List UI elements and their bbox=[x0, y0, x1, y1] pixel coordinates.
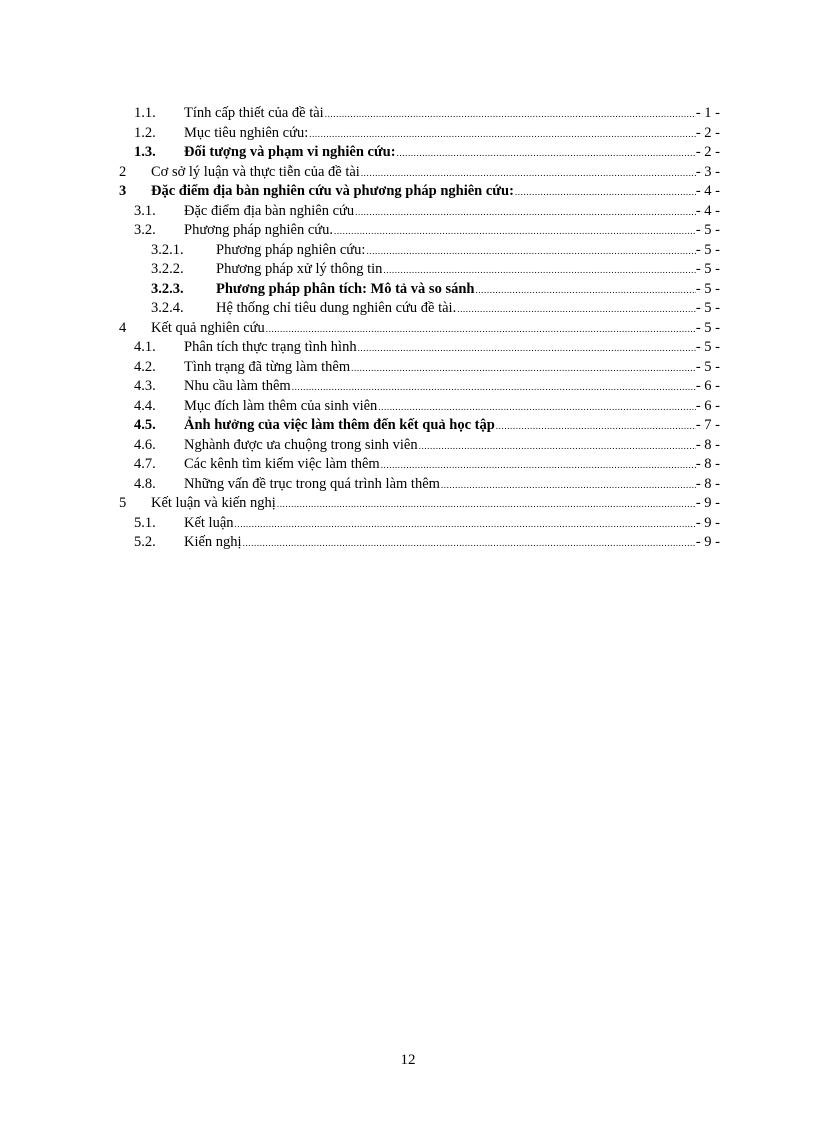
toc-entry-title: Ảnh hưởng của việc làm thêm đến kết quả học tập bbox=[184, 417, 495, 433]
toc-entry-title: Hệ thống chỉ tiêu dung nghiên cứu đề tài. bbox=[216, 300, 457, 316]
toc-entry[interactable] bbox=[118, 514, 720, 534]
toc-dot-leader bbox=[361, 164, 696, 184]
toc-entry-title: Các kênh tìm kiếm việc làm thêm bbox=[184, 456, 380, 472]
toc-entry-page: - 5 - bbox=[695, 319, 720, 336]
toc-dot-leader bbox=[277, 495, 696, 515]
toc-entry-page: - 2 - bbox=[695, 144, 720, 160]
toc-dot-leader bbox=[266, 320, 696, 340]
toc-dot-leader bbox=[397, 144, 696, 164]
toc-dot-leader bbox=[355, 203, 696, 223]
toc-entry-number: 1.1. bbox=[134, 105, 156, 121]
toc-entry[interactable] bbox=[118, 280, 720, 300]
toc-entry[interactable] bbox=[118, 533, 720, 553]
toc-entry-title: Mục tiêu nghiên cứu: bbox=[184, 124, 309, 141]
toc-entry-page: - 5 - bbox=[695, 261, 720, 277]
toc-dot-leader bbox=[496, 417, 696, 437]
toc-entry-page: - 6 - bbox=[695, 378, 720, 394]
toc-entry-page: - 2 - bbox=[695, 124, 720, 141]
toc-dot-leader bbox=[292, 378, 696, 398]
toc-entry[interactable] bbox=[118, 494, 720, 514]
toc-entry-number: 3.2.4. bbox=[151, 300, 184, 316]
toc-entry[interactable] bbox=[118, 163, 720, 183]
toc-entry[interactable] bbox=[118, 260, 720, 280]
toc-dot-leader bbox=[419, 437, 696, 457]
toc-entry-number: 2 bbox=[119, 163, 127, 180]
toc-entry-page: - 9 - bbox=[695, 495, 720, 511]
toc-entry[interactable] bbox=[118, 241, 720, 261]
toc-entry-title: Kết quả nghiên cứu bbox=[151, 319, 265, 336]
toc-entry-number: 4.5. bbox=[134, 417, 156, 433]
page-number: 12 bbox=[400, 1052, 416, 1068]
toc-entry[interactable] bbox=[118, 475, 720, 495]
toc-entry-title: Kết luận và kiến nghị bbox=[151, 495, 276, 511]
toc-entry[interactable] bbox=[118, 416, 720, 436]
toc-dot-leader bbox=[381, 456, 696, 476]
toc-entry[interactable] bbox=[118, 143, 720, 163]
toc-dot-leader bbox=[235, 515, 696, 535]
toc-entry-number: 1.2. bbox=[134, 124, 156, 141]
toc-entry-number: 3.2.1. bbox=[151, 241, 184, 258]
toc-entry-title: Tình trạng đã từng làm thêm bbox=[184, 358, 351, 375]
toc-entry[interactable] bbox=[118, 358, 720, 378]
toc-entry-number: 4.8. bbox=[134, 475, 156, 492]
toc-entry[interactable] bbox=[118, 397, 720, 417]
toc-entry-number: 3.2.2. bbox=[151, 261, 184, 277]
toc-entry[interactable] bbox=[118, 221, 720, 241]
toc-entry-title: Phương pháp phân tích: Mô tả và so sánh bbox=[216, 280, 475, 297]
toc-entry-number: 4.7. bbox=[134, 456, 156, 472]
toc-entry-title: Nghành được ưa chuộng trong sinh viên bbox=[184, 436, 418, 453]
toc-dot-leader bbox=[366, 242, 695, 262]
toc-entry-title: Nhu cầu làm thêm bbox=[184, 378, 291, 394]
toc-entry-title: Kiến nghị bbox=[184, 534, 242, 550]
toc-entry-page: - 8 - bbox=[695, 475, 720, 492]
toc-dot-leader bbox=[243, 534, 696, 554]
toc-entry-number: 4.1. bbox=[134, 339, 156, 355]
toc-entry-page: - 8 - bbox=[695, 456, 720, 472]
toc-entry-title: Tính cấp thiết của đề tài bbox=[184, 105, 324, 121]
toc-entry-title: Phân tích thực trạng tình hình bbox=[184, 339, 357, 355]
toc-entry-number: 3 bbox=[119, 183, 127, 199]
toc-entry-number: 4.3. bbox=[134, 378, 156, 394]
toc-entry[interactable] bbox=[118, 299, 720, 319]
toc-entry-page: - 1 - bbox=[695, 105, 720, 121]
toc-entry-number: 3.2.3. bbox=[151, 280, 184, 297]
toc-entry-number: 5.2. bbox=[134, 534, 156, 550]
toc-entry-number: 1.3. bbox=[134, 144, 156, 160]
toc-dot-leader bbox=[515, 183, 696, 203]
toc-entry-title: Đặc điểm địa bàn nghiên cứu bbox=[184, 202, 355, 219]
toc-dot-leader bbox=[378, 398, 696, 418]
toc-entry[interactable] bbox=[118, 377, 720, 397]
toc-dot-leader bbox=[358, 339, 696, 359]
toc-entry-title: Mục đích làm thêm của sinh viên bbox=[184, 397, 378, 414]
toc-dot-leader bbox=[351, 359, 696, 379]
toc-dot-leader bbox=[441, 476, 696, 496]
toc-entry-page: - 4 - bbox=[695, 183, 720, 199]
toc-entry-number: 4.4. bbox=[134, 397, 156, 414]
toc-entry-title: Kết luận bbox=[184, 514, 234, 531]
toc-entry[interactable] bbox=[118, 182, 720, 202]
toc-entry[interactable] bbox=[118, 124, 720, 144]
toc-entry[interactable] bbox=[118, 202, 720, 222]
toc-dot-leader bbox=[325, 105, 696, 125]
toc-dot-leader bbox=[475, 281, 695, 301]
toc-dot-leader bbox=[309, 125, 696, 145]
toc-entry-page: - 8 - bbox=[695, 436, 720, 453]
toc-entry-number: 3.1. bbox=[134, 202, 156, 219]
toc-entry-title: Những vấn đề trục trong quá trình làm thêm bbox=[184, 475, 440, 492]
toc-entry[interactable] bbox=[118, 319, 720, 339]
toc-entry-page: - 3 - bbox=[695, 163, 720, 180]
toc-entry-page: - 5 - bbox=[695, 339, 720, 355]
toc-entry-title: Phương pháp xử lý thông tin bbox=[216, 261, 383, 277]
toc-entry-page: - 5 - bbox=[695, 222, 720, 238]
toc-entry-number: 4.2. bbox=[134, 358, 156, 375]
toc-entry-page: - 4 - bbox=[695, 202, 720, 219]
toc-entry-page: - 5 - bbox=[695, 280, 720, 297]
toc-entry-page: - 7 - bbox=[695, 417, 720, 433]
toc-entry[interactable] bbox=[118, 455, 720, 475]
toc-dot-leader bbox=[457, 300, 696, 320]
toc-entry-page: - 5 - bbox=[695, 358, 720, 375]
toc-entry-page: - 9 - bbox=[695, 534, 720, 550]
toc-entry[interactable] bbox=[118, 338, 720, 358]
toc-entry-number: 5.1. bbox=[134, 514, 156, 531]
toc-entry-number: 5 bbox=[119, 495, 127, 511]
toc-entry-title: Phương pháp nghiên cứu: bbox=[216, 241, 366, 258]
toc-entry-page: - 9 - bbox=[695, 514, 720, 531]
toc-dot-leader bbox=[334, 222, 696, 242]
toc-entry-title: Cơ sở lý luận và thực tiễn của đề tài bbox=[151, 163, 360, 180]
toc-entry-page: - 6 - bbox=[695, 397, 720, 414]
toc-entry[interactable] bbox=[118, 436, 720, 456]
toc-entry-title: Đối tượng và phạm vi nghiên cứu: bbox=[184, 144, 396, 160]
toc-entry-number: 3.2. bbox=[134, 222, 156, 238]
toc-entry-title: Đặc điểm địa bàn nghiên cứu và phương pháp nghiên cứu: bbox=[151, 183, 514, 199]
toc-entry-number: 4.6. bbox=[134, 436, 156, 453]
toc-entry-number: 4 bbox=[119, 319, 127, 336]
toc-entry-page: - 5 - bbox=[695, 241, 720, 258]
toc-entry-page: - 5 - bbox=[695, 300, 720, 316]
toc-entry-title: Phương pháp nghiên cứu. bbox=[184, 222, 334, 238]
toc-entry[interactable] bbox=[118, 104, 720, 124]
toc-dot-leader bbox=[383, 261, 695, 281]
table-of-contents bbox=[118, 104, 720, 553]
